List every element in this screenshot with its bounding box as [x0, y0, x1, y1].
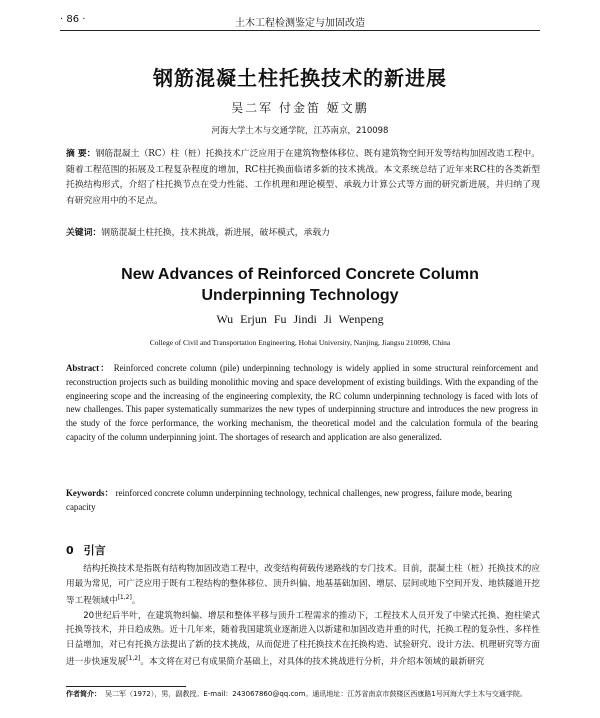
body-paragraph	[66, 609, 540, 670]
section-heading	[66, 542, 106, 558]
author-footnote	[66, 689, 540, 700]
en-abstract	[66, 362, 538, 445]
footnote-rule	[66, 686, 186, 687]
en-authors: Wu Erjun Fu Jindi Ji Wenpeng	[216, 312, 384, 326]
cn-title: 钢筋混凝土柱托换技术的新进展	[153, 66, 447, 90]
en-keywords	[66, 487, 538, 515]
paragraph-text: 20世纪后半叶，在建筑物纠偏、增层和整体平移与顶升工程需求的推动下，工程技术人员开发了中梁式托换、抱柱梁式托换等技术，并日趋成熟。近十几年来，随着我国建筑业逐渐进入以新建和加固改造并重的时代，托换工程的复杂性、多样性日益增加，对已有托换方法提出了新的技术挑战，从而促进了柱托换技术在托换构造、试验研究、设计方法、机理研究等方面进一步快速发展	[66, 610, 540, 668]
en-title	[60, 264, 540, 306]
cn-keywords-text: 钢筋混凝土柱托换，技术挑战，新进展，破坏模式，承载力	[101, 228, 330, 238]
en-keywords-label: Keywords：	[66, 488, 114, 498]
en-abstract-text: Reinforced concrete column (pile) underpinning technology is widely applied in some structural reinforcement and reconstruction projects such as building monolithic moving and space development of existing buildings. With the expanding of the engineering scope and the increasing of the engineering complexity, the RC column underpinning technology is faced with lots of new challenges. This paper systematically summarizes the new types of underpinning structure and introduces the new progress in the study of the force performance, the working mechanism, the theoretical model and the calculation formula of the bearing capacity of the column underpinning joint. The shortages of research and application are also generalized.	[66, 363, 539, 442]
paragraph-text: 结构托换技术是指既有结构物加固改造工程中，改变结构荷载传递路线的专门技术。目前，混凝土柱（桩）托换技术的应用最为常见，可广泛应用于既有工程结构的整体移位、顶升纠偏、地基基础加固、增层、层间或地下空间开发、地铁隧道开挖等工程领域中	[66, 564, 540, 607]
running-header	[60, 12, 540, 30]
citation: [1,2]	[117, 594, 132, 602]
en-affiliation: College of Civil and Transportation Engineering, Hohai University, Nanjing, Jiangsu 210098, China	[149, 338, 451, 347]
cn-keywords-label: 关键词：	[66, 228, 102, 238]
cn-abstract-label: 摘 要：	[66, 149, 96, 159]
en-title-line2: Underpinning Technology	[201, 287, 399, 304]
header-rule	[60, 30, 540, 31]
footnote-label: 作者简介：	[66, 690, 101, 698]
journal-name: 土木工程检测鉴定与加固改造	[235, 18, 365, 29]
page-number: · 86 ·	[60, 14, 86, 25]
paragraph-text: 。本文将在对已有成果简介基础上，对具体的技术挑战进行分析，并介绍本领域的最新研究	[140, 657, 485, 668]
cn-affiliation: 河海大学土木与交通学院，江苏南京，210098	[211, 126, 389, 136]
body-paragraph: 结构托换技术是指既有结构物加固改造工程中，改变结构荷载传递路线的专门技术。目前，混凝土柱（桩）托换技术的应用最为常见，可广泛应用于既有工程结构的整体移位、顶升纠偏、地基基础加固、增层、层间或地下空间开发、地铁隧道开挖等工程领域中[1,2]。	[66, 564, 540, 607]
body-text	[66, 562, 540, 670]
section-title: 引言	[83, 544, 106, 557]
cn-abstract-text: 钢筋混凝土（RC）柱（桩）托换技术广泛应用于在建筑物整体移位、既有建筑物空间开发等结构加固改造工程中。随着工程范围的拓展及工程复杂程度的增加，RC柱托换面临诸多新的技术挑战。本文系统总结了近年来RC柱的各类新型托换结构形式，介绍了柱托换节点在受力性能、工作机理和理论模型、承载力计算公式等方面的研究新进展，并归纳了现有研究应用中的不足点。	[66, 149, 540, 206]
cn-abstract	[66, 147, 540, 209]
cn-authors: 吴二军 付金笛 姬文鹏	[231, 101, 369, 115]
footnote-text: 吴二军（1972），男，副教授。E-mail：243067860@qq.com。通讯地址：江苏省南京市鼓楼区西康路1号河海大学土木与交通学院。	[105, 690, 527, 698]
section-number: 0	[66, 544, 74, 557]
citation: [1,2]	[126, 655, 141, 663]
en-keywords-text: reinforced concrete column underpinning technology, technical challenges, new progress, failure mode, bearing capacity	[66, 488, 512, 512]
en-title-line1: New Advances of Reinforced Concrete Column	[121, 266, 479, 283]
cn-keywords	[66, 226, 540, 240]
en-abstract-label: Abstract：	[66, 363, 111, 373]
